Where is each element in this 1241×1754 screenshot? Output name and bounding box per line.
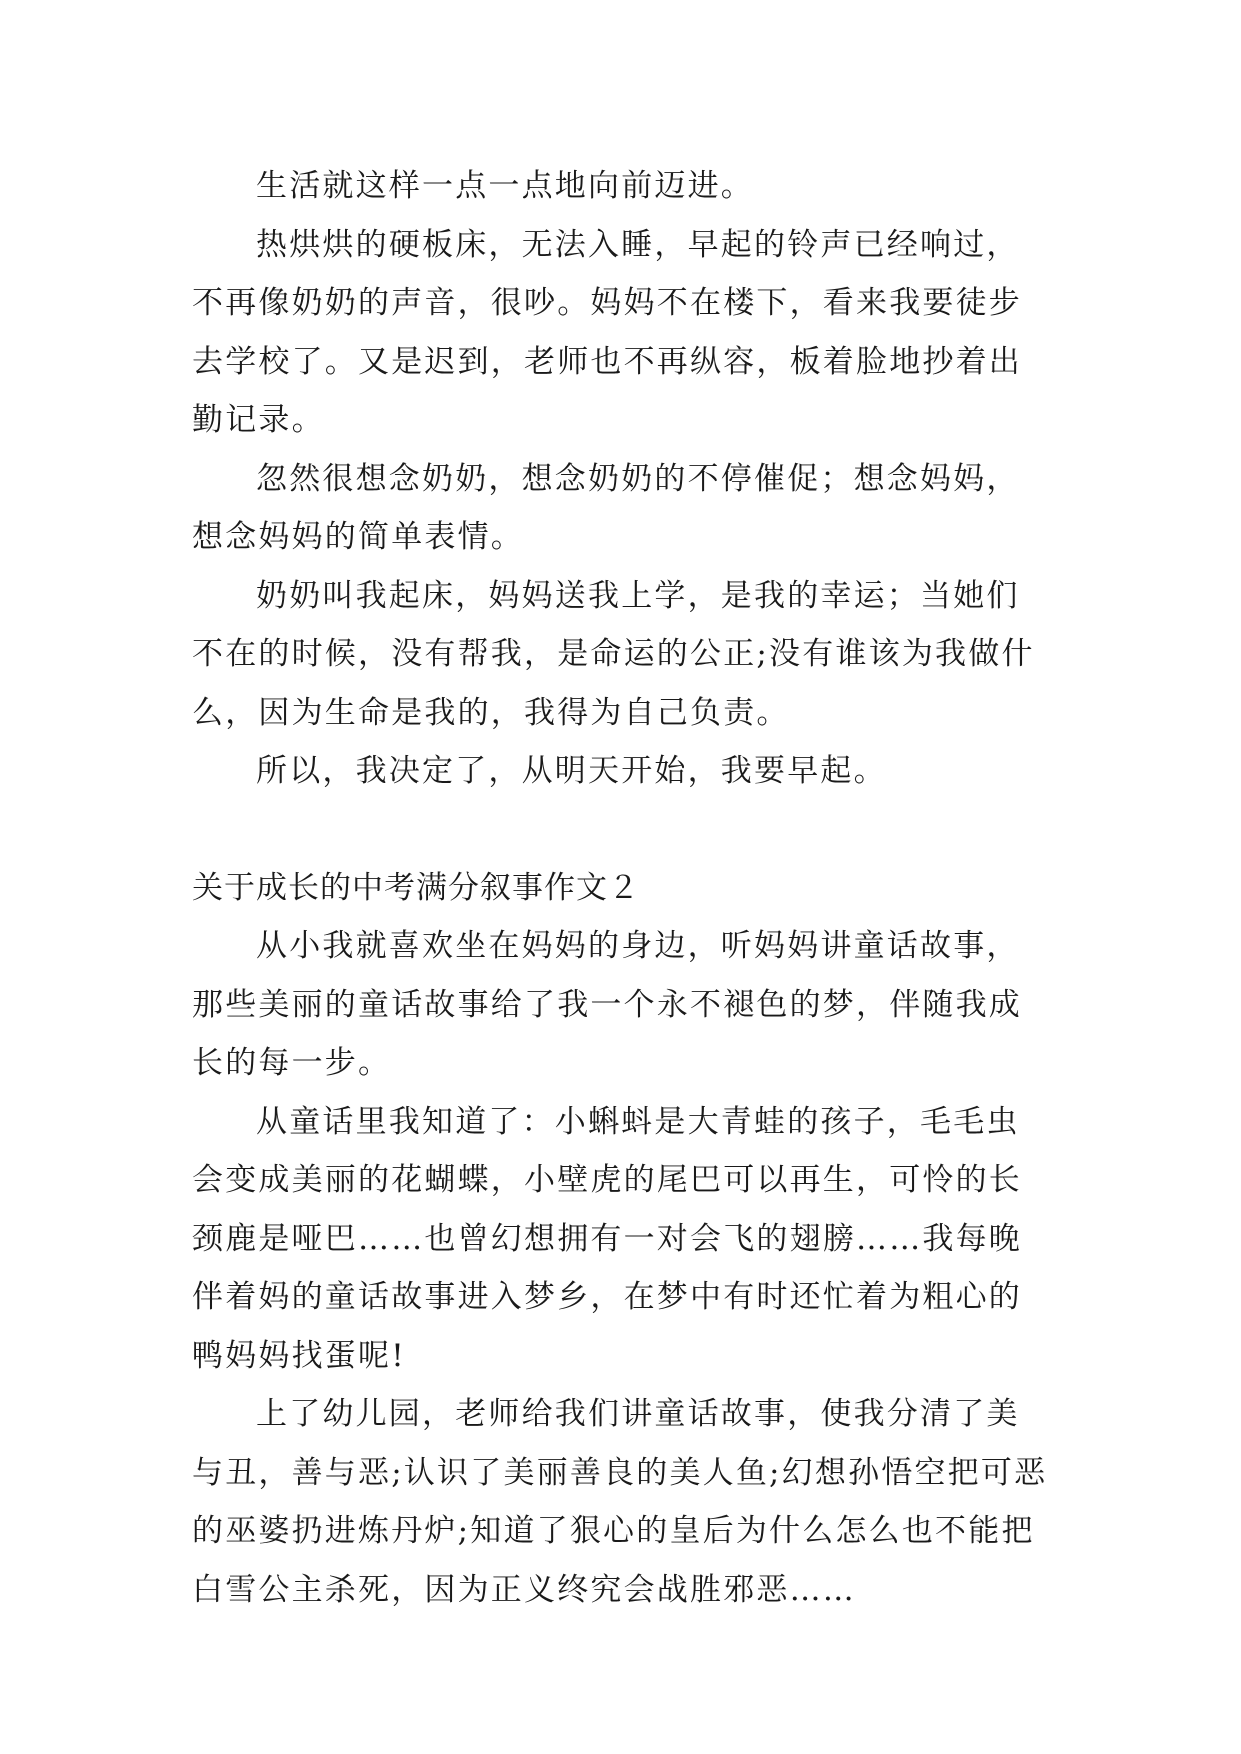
section-title: 关于成长的中考满分叙事作文２ (192, 869, 640, 906)
paragraph: 忽然很想念奶奶，想念奶奶的不停催促；想念妈妈，想念妈妈的简单表情。 (192, 460, 1020, 555)
paragraph: 从童话里我知道了：小蝌蚪是大青蛙的孩子，毛毛虫会变成美丽的花蝴蝶，小壁虎的尾巴可以再生，可怜的长颈鹿是哑巴……也曾幻想拥有一对会飞的翅膀……我每晚伴着妈的童话故事进入梦乡，在梦中有时还忙着为粗心的鸭妈妈找蛋呢! (192, 1103, 1022, 1374)
section-spacer (192, 801, 1052, 859)
paragraph: 生活就这样一点一点地向前迈进。 (256, 168, 754, 204)
paragraph: 热烘烘的硬板床，无法入睡，早起的铃声已经响过，不再像奶奶的声音，很吵。妈妈不在楼下，看来我要徒步去学校了。又是迟到，老师也不再纵容，板着脸地抄着出勤记录。 (192, 226, 1022, 438)
paragraph: 从小我就喜欢坐在妈妈的身边，听妈妈讲童话故事，那些美丽的童话故事给了我一个永不褪色的梦，伴随我成长的每一步。 (192, 928, 1022, 1081)
document-body (192, 157, 1052, 1619)
paragraph: 所以，我决定了，从明天开始，我要早起。 (256, 753, 887, 789)
paragraph: 奶奶叫我起床，妈妈送我上学，是我的幸运；当她们不在的时候，没有帮我，是命运的公正;没有谁该为我做什么，因为生命是我的，我得为自己负责。 (192, 577, 1035, 731)
paragraph: 上了幼儿园，老师给我们讲童话故事，使我分清了美与丑，善与恶;认识了美丽善良的美人鱼;幻想孙悟空把可恶的巫婆扔进炼丹炉;知道了狠心的皇后为什么怎么也不能把白雪公主杀死，因为正义终究会战胜邪恶…… (192, 1396, 1048, 1608)
